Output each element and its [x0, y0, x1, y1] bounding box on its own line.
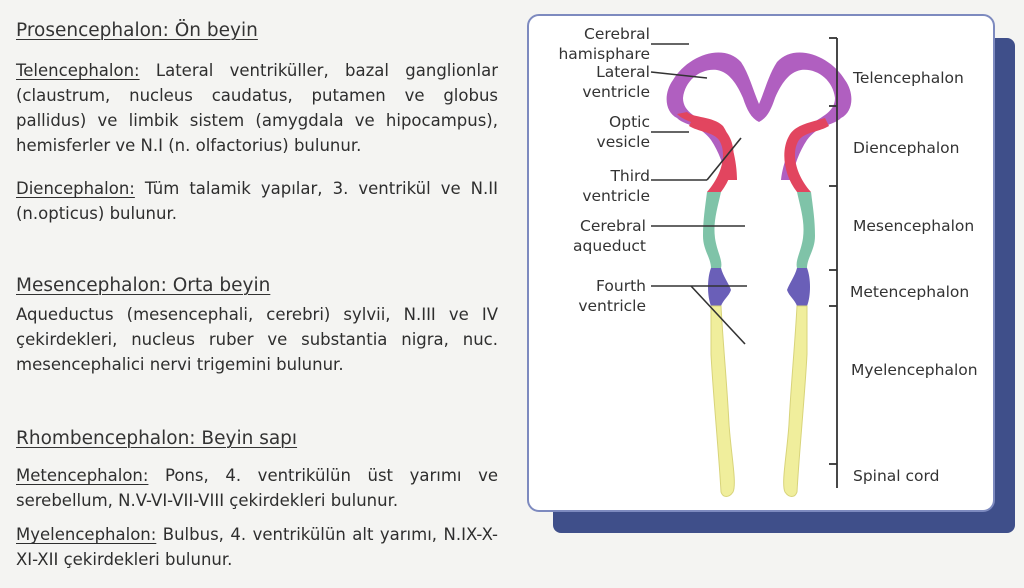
- label-third-ventricle-line1: Third: [610, 167, 650, 185]
- paragraph-telencephalon: [16, 58, 498, 158]
- label-lateral-ventricle: [540, 62, 650, 102]
- term-telencephalon: Telencephalon:: [16, 61, 140, 80]
- paragraph-myelencephalon: [16, 522, 498, 572]
- label-cerebral-aqueduct-line2: aqueduct: [573, 237, 646, 255]
- mesencephalon-left: [703, 192, 721, 268]
- label-myelencephalon: Myelencephalon: [851, 361, 978, 379]
- label-lateral-ventricle-line1: Lateral: [596, 63, 650, 81]
- region-bracket: [829, 38, 837, 488]
- term-diencephalon: Diencephalon:: [16, 179, 135, 198]
- label-metencephalon: Metencephalon: [850, 283, 970, 301]
- myelencephalon-right: [784, 306, 807, 497]
- paragraph-metencephalon: [16, 463, 498, 513]
- label-mesencephalon: Mesencephalon: [853, 217, 975, 235]
- text-telencephalon: Lateral ventriküller, bazal ganglionlar (claustrum, nucleus caudatus, putamen ve globus pallidus) ve limbik sistem (amygdala ve hipocampus), hemisferler ve N.I (n. olfactorius) bulunur.: [16, 61, 498, 155]
- diencephalon-right: [784, 118, 829, 192]
- term-myelencephalon: Myelencephalon:: [16, 525, 157, 544]
- label-diencephalon: Diencephalon: [853, 139, 960, 157]
- label-cerebral-aqueduct-line1: Cerebral: [580, 217, 646, 235]
- leader-lines: [651, 44, 747, 344]
- label-spinal-cord: Spinal cord: [853, 467, 940, 485]
- label-third-ventricle-line2: ventricle: [582, 187, 650, 205]
- heading-rhombencephalon: Rhombencephalon: Beyin sapı: [16, 428, 298, 449]
- paragraph-diencephalon: [16, 176, 498, 226]
- heading-mesencephalon: Mesencephalon: Orta beyin: [16, 275, 271, 296]
- text-metencephalon: Pons, 4. ventrikülün üst yarımı ve serebellum, N.V-VI-VII-VIII çekirdekleri bulunur.: [16, 466, 498, 510]
- text-mesencephalon: Aqueductus (mesencephali, cerebri) sylvii, N.III ve IV çekirdekleri, nucleus ruber ve substantia nigra, nuc. mesencephalici nervi trigemini bulunur.: [16, 305, 498, 374]
- label-cerebral-hemisphere-line1: Cerebral: [584, 25, 650, 43]
- label-fourth-ventricle-line1: Fourth: [596, 277, 646, 295]
- label-telencephalon: Telencephalon: [853, 69, 964, 87]
- label-third-ventricle: [540, 166, 650, 206]
- label-cerebral-aqueduct: [540, 216, 646, 256]
- label-cerebral-hemisphere-line2: hamisphare: [558, 45, 650, 63]
- label-fourth-ventricle-line2: ventricle: [578, 297, 646, 315]
- label-lateral-ventricle-line2: ventricle: [582, 83, 650, 101]
- mesencephalon-right: [797, 192, 815, 268]
- myelencephalon-left: [711, 306, 734, 497]
- label-fourth-ventricle: [540, 276, 646, 316]
- metencephalon-right: [787, 268, 810, 306]
- term-metencephalon: Metencephalon:: [16, 466, 149, 485]
- metencephalon-left: [708, 268, 731, 306]
- label-optic-vesicle-line2: vesicle: [596, 133, 650, 151]
- text-diencephalon: Tüm talamik yapılar, 3. ventrikül ve N.II (n.opticus) bulunur.: [16, 179, 498, 223]
- label-optic-vesicle: [540, 112, 650, 152]
- heading-prosencephalon: Prosencephalon: Ön beyin: [16, 20, 258, 41]
- text-myelencephalon: Bulbus, 4. ventrikülün alt yarımı, N.IX-X-XI-XII çekirdekleri bulunur.: [16, 525, 498, 569]
- label-cerebral-hemisphere: [540, 24, 650, 64]
- label-optic-vesicle-line1: Optic: [609, 113, 650, 131]
- paragraph-mesencephalon: [16, 302, 498, 377]
